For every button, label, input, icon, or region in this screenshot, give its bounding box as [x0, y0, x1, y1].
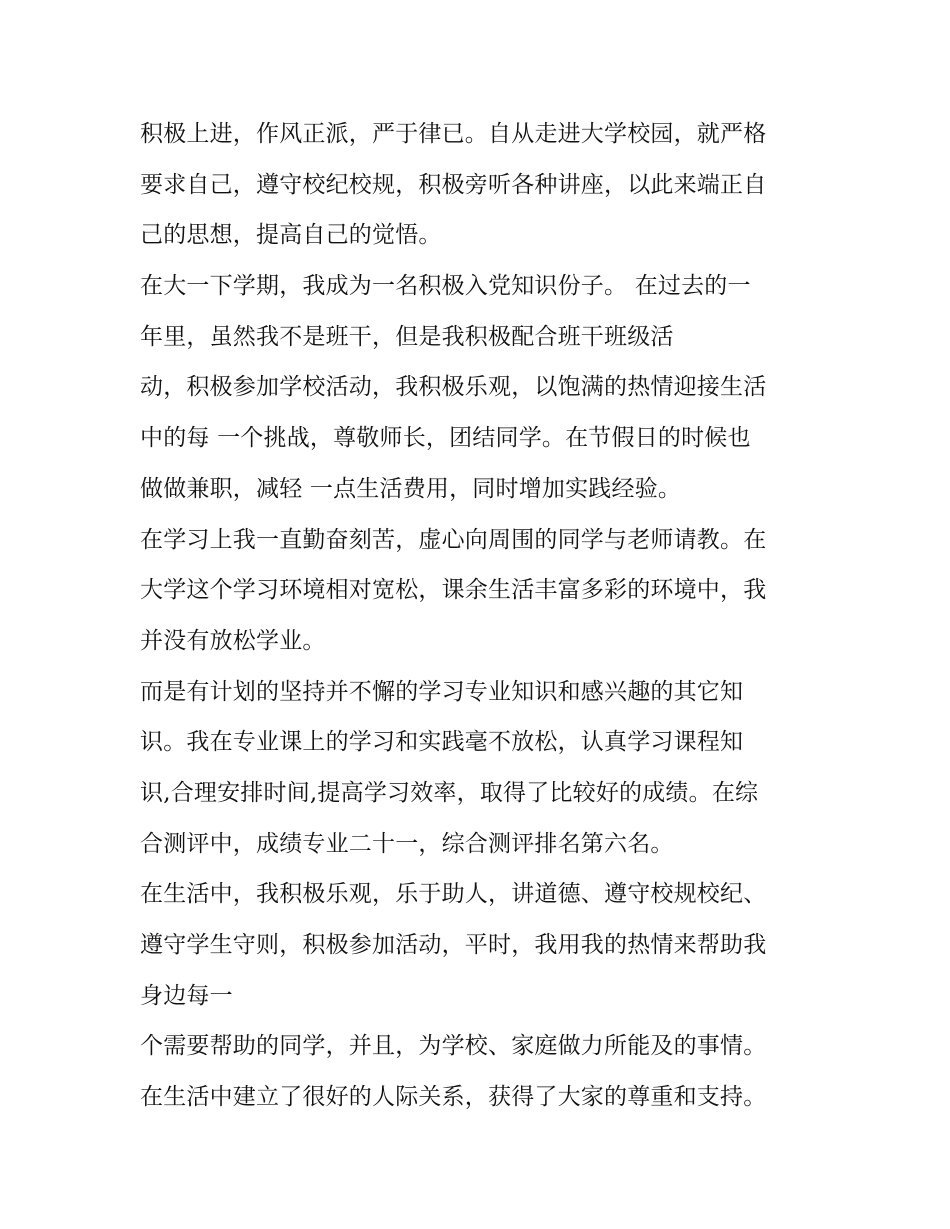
text-line: 身边每一	[140, 982, 233, 1009]
text-line: 合测评中，成绩专业二十一，综合测评排名第六名。	[140, 830, 674, 857]
text-line: 而是有计划的坚持并不懈的学习专业知识和感兴趣的其它知	[140, 678, 744, 705]
text-line: 己的思想，提高自己的觉悟。	[140, 222, 442, 249]
text-line: 识。我在专业课上的学习和实践毫不放松，认真学习课程知	[140, 729, 744, 756]
text-line: 年里，虽然我不是班干，但是我积极配合班干班级活	[140, 323, 674, 350]
text-line: 在大一下学期，我成为一名积极入党知识份子。 在过去的一	[140, 273, 751, 300]
text-line: 遵守学生守则，积极参加活动，平时，我用我的热情来帮助我	[140, 932, 767, 958]
text-line: 在生活中，我积极乐观，乐于助人，讲道德、遵守校规校纪、	[140, 881, 767, 908]
text-line: 积极上进，作风正派，严于律已。自从走进大学校园，就严格	[140, 121, 767, 147]
text-line: 识,合理安排时间,提高学习效率，取得了比较好的成绩。在综	[140, 779, 759, 806]
text-line: 在学习上我一直勤奋刻苦，虚心向周围的同学与老师请教。在	[140, 526, 767, 553]
text-line: 做做兼职，减轻 一点生活费用，同时增加实践经验。	[140, 475, 682, 502]
text-line: 在生活中建立了很好的人际关系，获得了大家的尊重和支持。	[140, 1084, 767, 1111]
text-line: 要求自己，遵守校纪校规，积极旁听各种讲座，以此来端正自	[140, 171, 767, 198]
text-line: 大学这个学习环境相对宽松，课余生活丰富多彩的环境中，我	[140, 577, 767, 604]
text-line: 中的每 一个挑战，尊敬师长，团结同学。在节假日的时候也	[140, 425, 751, 452]
document-body	[140, 109, 830, 1123]
text-line: 并没有放松学业。	[140, 627, 326, 654]
text-line: 动，积极参加学校活动，我积极乐观，以饱满的热情迎接生活	[140, 374, 767, 401]
text-line: 个需要帮助的同学，并且，为学校、家庭做力所能及的事情。	[140, 1033, 767, 1060]
